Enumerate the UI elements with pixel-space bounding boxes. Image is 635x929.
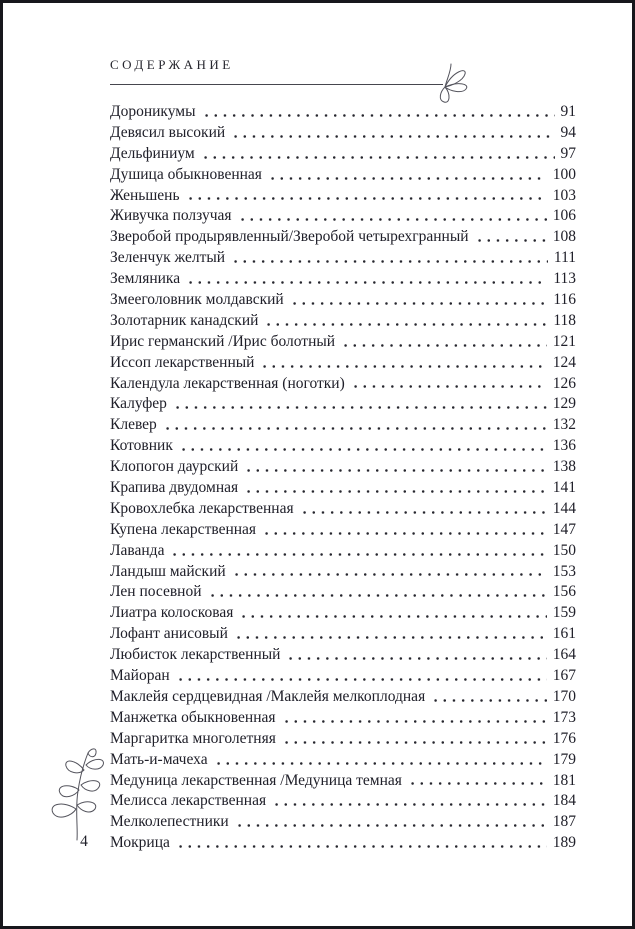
toc-entry-page: 159	[552, 604, 576, 622]
toc-entry	[110, 186, 576, 207]
toc-entry-page: 189	[552, 834, 576, 852]
toc-entry-title: Иссоп лекарственный	[110, 353, 255, 371]
toc-entry-page: 153	[552, 562, 576, 580]
toc-entry-title: Змееголовник молдавский	[110, 291, 284, 309]
toc-leader-dots	[299, 499, 547, 520]
toc-leader-dots	[430, 687, 547, 708]
toc-entry-title: Лофант анисовый	[110, 625, 228, 643]
toc-entry	[110, 123, 576, 144]
branch-sketch-icon	[33, 747, 109, 841]
toc-entry-title: Лен посевной	[110, 583, 202, 601]
toc-entry	[110, 771, 576, 792]
toc-entry	[110, 248, 576, 269]
toc-entry-title: Дельфиниум	[110, 144, 195, 162]
toc-entry	[110, 436, 576, 457]
toc-entry	[110, 478, 576, 499]
sprout-flourish-icon	[438, 58, 472, 106]
toc-entry	[110, 374, 576, 395]
toc-entry-title: Крапива двудомная	[110, 479, 239, 497]
toc-entry-title: Девясил высокий	[110, 123, 226, 141]
toc-entry	[110, 144, 576, 165]
toc-leader-dots	[178, 436, 547, 457]
toc-leader-dots	[289, 290, 548, 311]
toc-entry-title: Клопогон даурский	[110, 458, 239, 476]
toc-entry-page: 176	[552, 729, 576, 747]
toc-entry-page: 106	[552, 207, 576, 225]
toc-entry	[110, 269, 576, 290]
toc-entry-title: Лиатра колосковая	[110, 604, 234, 622]
toc-leader-dots	[172, 394, 547, 415]
toc-leader-dots	[169, 541, 546, 562]
toc-entry-page: 164	[552, 646, 576, 664]
toc-entry-page: 97	[560, 144, 576, 162]
toc-entry	[110, 520, 576, 541]
toc-leader-dots	[201, 102, 555, 123]
toc-entry-title: Мать-и-мачеха	[110, 750, 208, 768]
toc-entry	[110, 624, 576, 645]
toc-leader-dots	[175, 833, 547, 854]
toc-entry-title: Маклейя сердцевидная /Маклейя мелкоплодная	[110, 687, 426, 705]
toc-entry-page: 113	[553, 270, 576, 288]
toc-entry	[110, 394, 576, 415]
toc-entry-page: 94	[560, 123, 576, 141]
toc-leader-dots	[200, 144, 555, 165]
toc-entry	[110, 499, 576, 520]
toc-entry-page: 121	[552, 332, 576, 350]
toc-entry	[110, 791, 576, 812]
toc-entry-title: Ландыш майский	[110, 562, 226, 580]
toc-entry-title: Душица обыкновенная	[110, 165, 262, 183]
toc-entry-title: Календула лекарственная (ноготки)	[110, 374, 345, 392]
toc-entry-page: 100	[552, 165, 576, 183]
toc-entry-page: 184	[552, 792, 576, 810]
toc-entry-title: Лаванда	[110, 541, 165, 559]
toc-leader-dots	[474, 227, 547, 248]
toc-leader-dots	[185, 269, 547, 290]
toc-entry-title: Маргаритка многолетняя	[110, 729, 276, 747]
toc-entry-title: Мелколепестники	[110, 813, 229, 831]
toc-entry-title: Майоран	[110, 667, 170, 685]
page-title: СОДЕРЖАНИЕ	[110, 57, 234, 72]
toc-entry-page: 170	[552, 687, 576, 705]
toc-entry-title: Зеленчук желтый	[110, 249, 226, 267]
toc-leader-dots	[350, 374, 547, 395]
header-rule	[110, 84, 443, 85]
toc-leader-dots	[207, 582, 547, 603]
toc-entry-page: 150	[552, 541, 576, 559]
toc-entry-title: Ирис германский /Ирис болотный	[110, 332, 336, 350]
toc-entry-page: 129	[552, 395, 576, 413]
toc-leader-dots	[243, 457, 547, 478]
toc-entry-page: 173	[552, 708, 576, 726]
toc-leader-dots	[213, 750, 547, 771]
toc-leader-dots	[340, 332, 547, 353]
toc-leader-dots	[234, 812, 547, 833]
toc-entry	[110, 102, 576, 123]
toc-leader-dots	[407, 771, 547, 792]
toc-entry	[110, 332, 576, 353]
toc-entry-page: 147	[552, 520, 576, 538]
toc-entry-title: Золотарник канадский	[110, 311, 259, 329]
toc-entry	[110, 415, 576, 436]
toc-entry	[110, 708, 576, 729]
toc-leader-dots	[281, 729, 547, 750]
toc-entry	[110, 541, 576, 562]
toc-entry-page: 103	[552, 186, 576, 204]
toc-entry-title: Калуфер	[110, 395, 167, 413]
toc-entry-page: 138	[552, 458, 576, 476]
toc-entry-title: Мокрица	[110, 834, 170, 852]
toc-entry-page: 187	[552, 813, 576, 831]
toc-entry-page: 144	[552, 499, 576, 517]
toc-leader-dots	[267, 165, 547, 186]
toc-entry	[110, 833, 576, 854]
toc-entry-title: Любисток лекарственный	[110, 646, 281, 664]
toc-entry-title: Женьшень	[110, 186, 180, 204]
toc-leader-dots	[238, 603, 546, 624]
toc-leader-dots	[230, 123, 554, 144]
toc-entry-title: Земляника	[110, 270, 181, 288]
toc-entry-page: 181	[552, 771, 576, 789]
toc-leader-dots	[162, 415, 547, 436]
toc-entry-page: 156	[552, 583, 576, 601]
toc-entry	[110, 290, 576, 311]
toc-entry-page: 141	[552, 479, 576, 497]
toc-entry-title: Клевер	[110, 416, 157, 434]
toc-entry	[110, 603, 576, 624]
toc-leader-dots	[243, 478, 547, 499]
toc-entry	[110, 227, 576, 248]
toc-entry-title: Купена лекарственная	[110, 520, 257, 538]
toc-leader-dots	[259, 353, 546, 374]
toc-leader-dots	[281, 708, 547, 729]
toc-entry	[110, 729, 576, 750]
toc-leader-dots	[185, 186, 547, 207]
toc-entry-title: Мелисса лекарственная	[110, 792, 267, 810]
toc-leader-dots	[231, 562, 547, 583]
toc-entry-page: 167	[552, 667, 576, 685]
toc-entry-page: 132	[552, 416, 576, 434]
toc-entry-page: 126	[552, 374, 576, 392]
toc-entry-page: 136	[552, 437, 576, 455]
toc-entry	[110, 562, 576, 583]
toc-entry-page: 111	[553, 249, 576, 267]
toc-list	[110, 102, 576, 854]
toc-entry	[110, 165, 576, 186]
toc-entry	[110, 645, 576, 666]
toc-entry	[110, 666, 576, 687]
toc-entry	[110, 311, 576, 332]
toc-leader-dots	[263, 311, 547, 332]
toc-entry-title: Зверобой продырявленный/Зверобой четырехгранный	[110, 228, 469, 246]
toc-entry	[110, 687, 576, 708]
toc-entry-page: 91	[560, 103, 576, 120]
toc-entry-page: 161	[552, 625, 576, 643]
toc-entry-page: 179	[552, 750, 576, 768]
toc-entry-page: 108	[552, 228, 576, 246]
toc-entry-title: Медуница лекарственная /Медуница темная	[110, 771, 402, 789]
toc-leader-dots	[261, 520, 547, 541]
toc-leader-dots	[271, 791, 547, 812]
page-number-folio: 4	[80, 833, 88, 850]
toc-entry	[110, 457, 576, 478]
toc-leader-dots	[175, 666, 547, 687]
toc-entry-page: 116	[553, 291, 576, 309]
toc-entry-title: Живучка ползучая	[110, 207, 232, 225]
toc-leader-dots	[285, 645, 546, 666]
toc-entry-page: 118	[553, 311, 576, 329]
toc-entry	[110, 812, 576, 833]
toc-leader-dots	[237, 206, 547, 227]
toc-entry-page: 124	[552, 353, 576, 371]
toc-leader-dots	[233, 624, 547, 645]
toc-entry-title: Кровохлебка лекарственная	[110, 499, 294, 517]
toc-entry	[110, 582, 576, 603]
toc-entry	[110, 206, 576, 227]
toc-leader-dots	[230, 248, 548, 269]
toc-entry	[110, 750, 576, 771]
toc-entry-title: Котовник	[110, 437, 173, 455]
toc-entry-title: Манжетка обыкновенная	[110, 708, 276, 726]
toc-entry-title: Дороникумы	[110, 103, 196, 120]
toc-entry	[110, 353, 576, 374]
